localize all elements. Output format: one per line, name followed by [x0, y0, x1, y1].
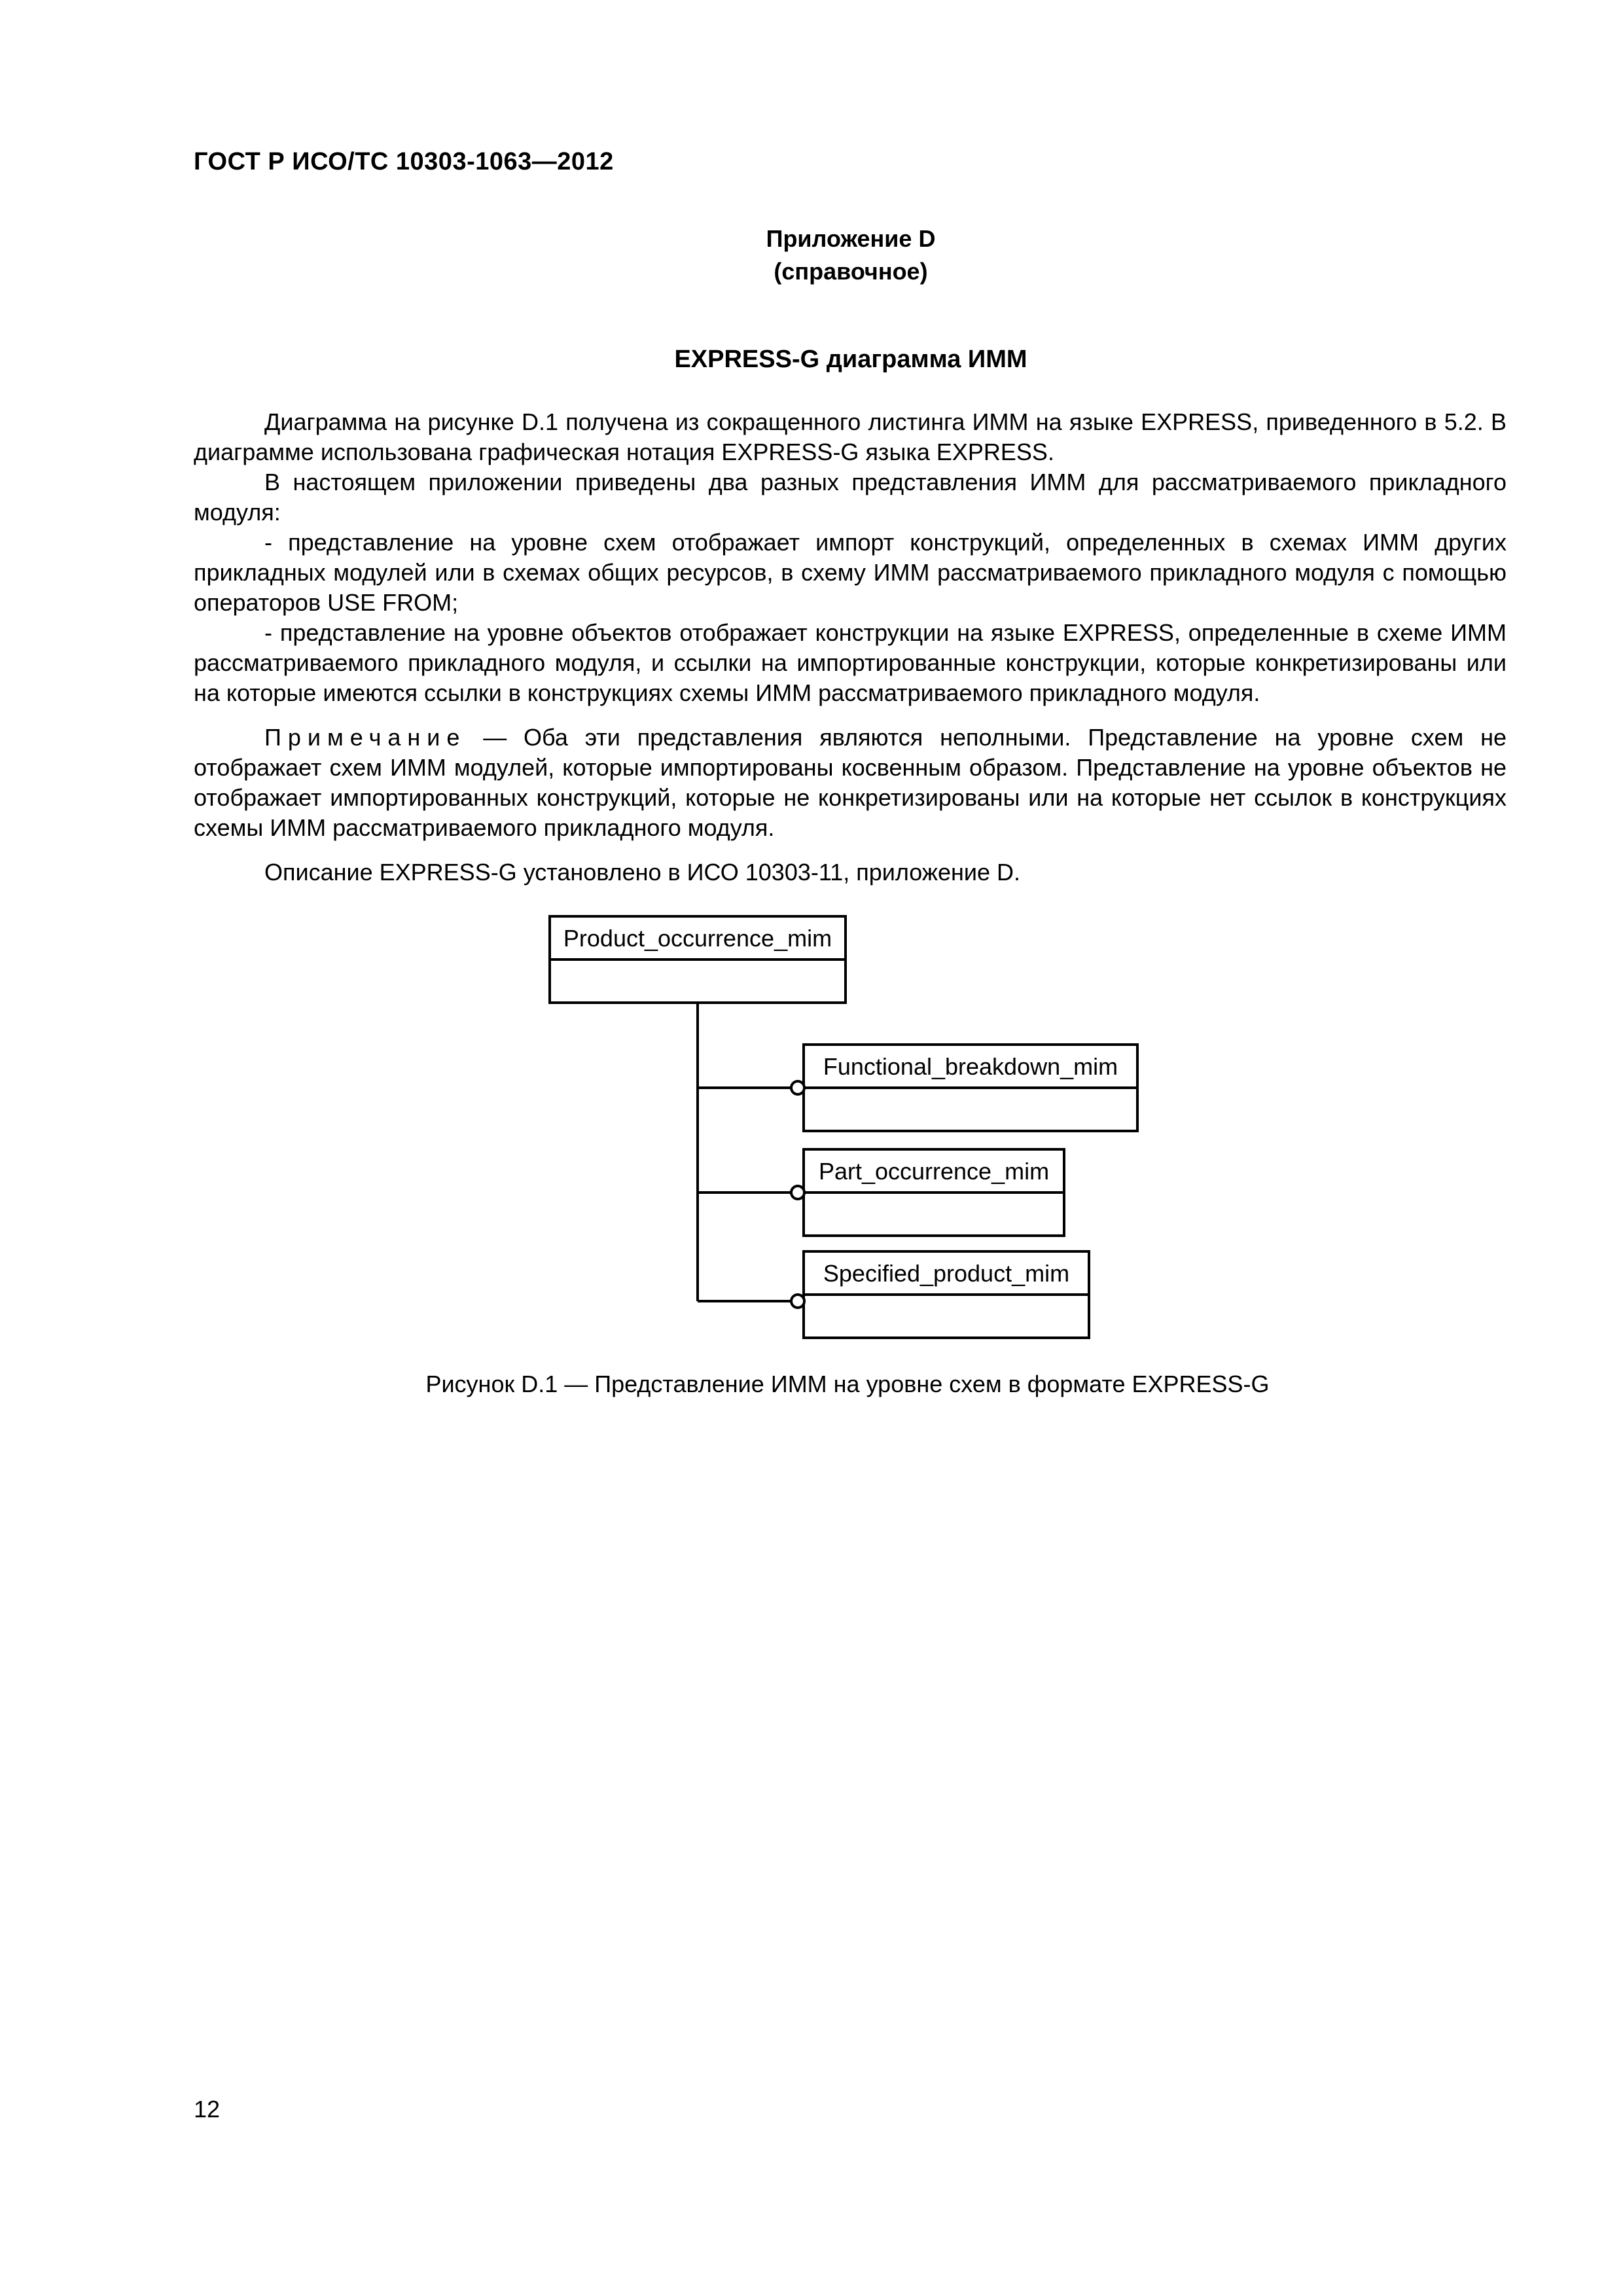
figure-caption: Рисунок D.1 — Представление ИММ на уровне схем в формате EXPRESS-G — [425, 1371, 1270, 1397]
child-schema-label-1: Functional_breakdown_mim — [823, 1053, 1118, 1080]
appendix-title: Приложение D — [766, 225, 936, 252]
section-title: EXPRESS-G диаграмма ИММ — [674, 346, 1027, 373]
connector-circle-1 — [791, 1081, 804, 1094]
child-schema-label-3: Specified_product_mim — [823, 1260, 1070, 1287]
paragraph-1: Диаграмма на рисунке D.1 получена из сокращенного листинга ИММ на языке EXPRESS, приведенного в 5.2. В диаграмме использована графическая нотация EXPRESS-G языка EXPRESS. — [194, 408, 1507, 465]
appendix-type: (справочное) — [774, 258, 928, 285]
paragraph-4: - представление на уровне объектов отображает конструкции на языке EXPRESS, определенные в схеме ИММ рассматриваемого прикладного модуля, и ссылки на импортированные конструкции, которые конкретизированы или на которые имеются ссылки в конструкциях схемы ИММ рассматриваемого прикладного модуля. — [194, 619, 1507, 706]
connector-circle-2 — [791, 1186, 804, 1199]
root-schema-label: Product_occurrence_mim — [563, 925, 832, 952]
page-number: 12 — [194, 2096, 221, 2123]
note-text: — Оба эти представления являются неполными. Представление на уровне схем не отображает схем ИММ модулей, которые импортированы косвенным образом. Представление на уровне объектов не отображает импортированных конструкций, которые не конкретизированы или на которые нет ссылок в конструкциях схемы ИММ рассматриваемого прикладного модуля. — [194, 724, 1507, 841]
paragraph-3: - представление на уровне схем отображает импорт конструкций, определенных в схемах ИММ других прикладных модулей или в схемах общих ресурсов, в схему ИММ рассматриваемого прикладного модуля с помощью операторов USE FROM; — [194, 529, 1507, 616]
child-schema-label-2: Part_occurrence_mim — [818, 1158, 1050, 1185]
paragraph-2: В настоящем приложении приведены два разных представления ИММ для рассматриваемого прикладного модуля: — [194, 469, 1507, 526]
connector-circle-3 — [791, 1295, 804, 1308]
document-header: ГОСТ Р ИСО/ТС 10303-1063—2012 — [194, 148, 614, 175]
note-label: Примечание — [264, 724, 467, 751]
paragraph-5: Описание EXPRESS-G установлено в ИСО 10303-11, приложение D. — [264, 859, 1020, 886]
